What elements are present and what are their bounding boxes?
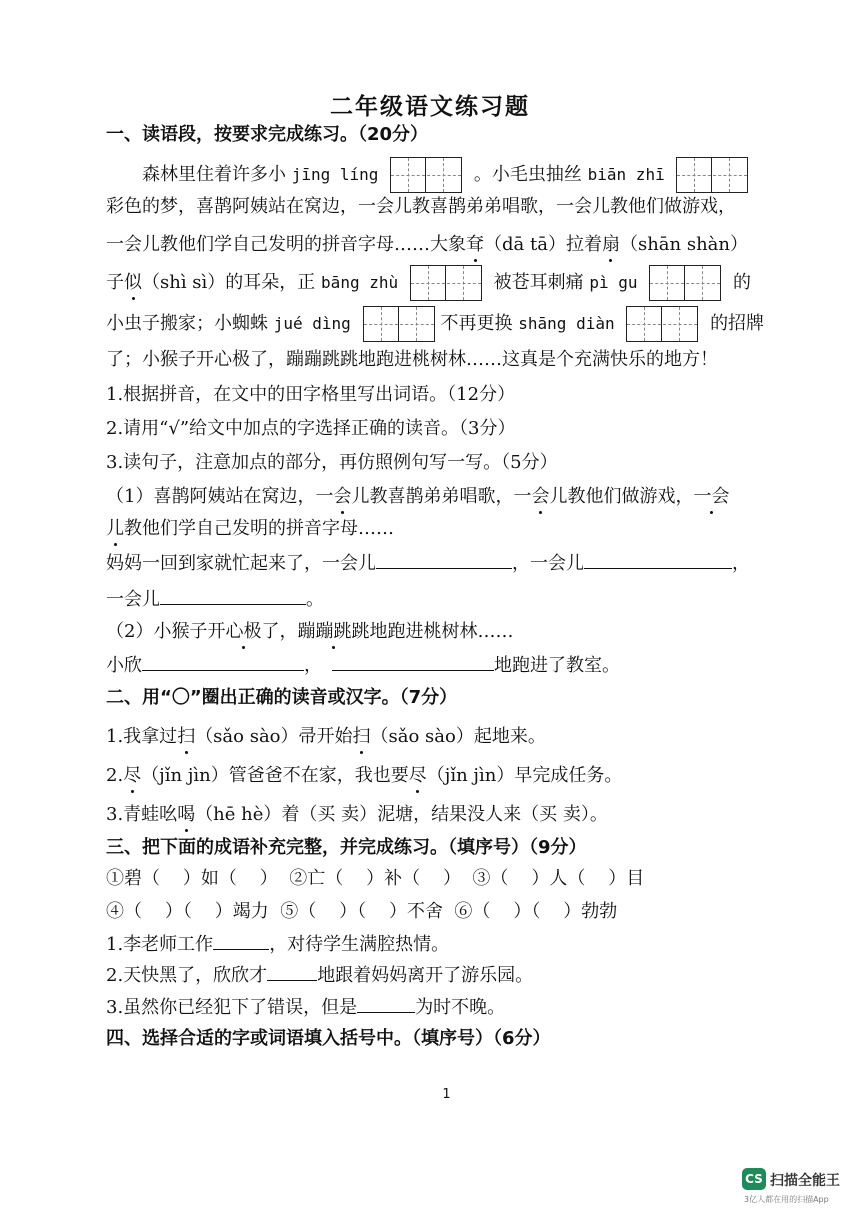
camscanner-logo-icon: CS: [742, 1168, 766, 1190]
watermark-slogan: 3亿人都在用的扫描App: [744, 1195, 829, 1204]
dotted-phrase: 一会儿: [513, 486, 568, 507]
example-1-line-2: 儿教他们学自己发明的拼音字母……: [106, 518, 394, 539]
idiom-row-2: ④（ ）（ ）竭力 ⑤（ ）（ ）不舍 ⑥（ ）（ ）勃勃: [106, 901, 618, 922]
question-1-3: 3.读句子，注意加点的部分，再仿照例句写一写。（5分）: [106, 452, 558, 473]
section-3-sentence-2: 2.天快黑了，欣欣才 地跟着妈妈离开了游乐园。: [106, 962, 786, 989]
dotted-phrase: 一会: [693, 486, 730, 507]
passage-line-1: 森林里住着许多小 jīng líng 。小毛虫抽丝 biān zhī: [106, 155, 792, 195]
answer-blank[interactable]: [213, 931, 269, 950]
section-4-heading: 四、选择合适的字或词语填入括号中。（填序号）（6分）: [106, 1028, 551, 1049]
fill-line-1: 妈妈一回到家就忙起来了，一会儿 ，一会儿 ，: [106, 550, 786, 577]
passage-line-5: 小虫子搬家；小蜘蛛 jué dìng 不再更换 shāng diàn 的招牌: [106, 303, 786, 345]
section-2-line-1: 1.我拿过扫（sǎo sào）帚开始扫（sǎo sào）起地来。: [106, 726, 546, 747]
tianzige-box-4[interactable]: [649, 265, 721, 301]
page-number: 1: [442, 1087, 451, 1102]
scanner-watermark: [742, 1168, 852, 1208]
pinyin-jueding: jué dìng: [273, 314, 351, 333]
dotted-char-si: 似: [124, 272, 142, 293]
pinyin-pigu: pì gu: [589, 273, 638, 292]
answer-blank[interactable]: [584, 550, 732, 569]
pinyin-jingling: jīng líng: [291, 165, 379, 184]
fill-line-3: 小欣 ， 地跑进了教室。: [106, 652, 786, 679]
answer-blank[interactable]: [160, 586, 306, 605]
pinyin-bianzhi: biān zhī: [587, 165, 665, 184]
section-3-heading: 三、把下面的成语补充完整，并完成练习。（填序号）（9分）: [106, 837, 587, 858]
section-2-line-2: 2.尽（jǐn jìn）管爸爸不在家，我也要尽（jǐn jìn）早完成任务。: [106, 765, 623, 786]
dotted-phrase: 一会儿: [315, 486, 370, 507]
example-1-line-1: （1）喜鹊阿姨站在窝边，一会儿教喜鹊弟弟唱歌，一会儿教他们做游戏，一会: [106, 486, 730, 507]
pinyin-bangzhu: bāng zhù: [321, 273, 399, 292]
passage-line-6: 了；小猴子开心极了，蹦蹦跳跳地跑进桃树林……这真是个充满快乐的地方！: [106, 349, 718, 370]
question-1-1: 1.根据拼音，在文中的田字格里写出词语。（12分）: [106, 384, 516, 405]
page-title: 二年级语文练习题: [330, 93, 530, 120]
section-3-sentence-1: 1.李老师工作 ，对待学生满腔热情。: [106, 931, 786, 958]
pinyin-shangdian: shāng diàn: [518, 314, 615, 333]
dotted-phrase: 蹦蹦跳跳: [297, 621, 370, 642]
section-2-heading: 二、用“〇”圈出正确的读音或汉字。（7分）: [106, 687, 458, 708]
tianzige-box-1[interactable]: [390, 157, 462, 193]
answer-blank[interactable]: [142, 652, 304, 671]
answer-blank[interactable]: [376, 550, 512, 569]
example-2-line: （2）小猴子开心极了，蹦蹦跳跳地跑进桃树林……: [106, 621, 514, 642]
passage-line-4: 子似（shì sì）的耳朵，正 bāng zhù 被苍耳刺痛 pì gu 的: [106, 262, 786, 304]
passage-line-2: 彩色的梦，喜鹊阿姨站在窝边，一会儿教喜鹊弟弟唱歌，一会儿教他们做游戏，: [106, 196, 736, 217]
section-1-heading: 一、读语段，按要求完成练习。（20分）: [106, 124, 429, 145]
tianzige-box-2[interactable]: [676, 157, 748, 193]
dotted-phrase: 开心极了: [207, 621, 280, 642]
section-2-line-3: 3.青蛙吆喝（hē hè）着（买 卖）泥塘，结果没人来（买 卖）。: [106, 804, 608, 825]
fill-line-2: 一会儿 。: [106, 586, 786, 613]
tianzige-box-5[interactable]: [363, 306, 435, 342]
answer-blank[interactable]: [357, 994, 415, 1013]
question-1-2: 2.请用“√”给文中加点的字选择正确的读音。（3分）: [106, 418, 516, 439]
answer-blank[interactable]: [267, 962, 317, 981]
dotted-char-da: 耷: [466, 234, 484, 255]
passage-line-3: 一会儿教他们学自己发明的拼音字母……大象耷（dā tā）拉着扇（shān shàn）: [106, 234, 748, 255]
section-3-sentence-3: 3.虽然你已经犯下了错误，但是 为时不晚。: [106, 994, 786, 1021]
tianzige-box-6[interactable]: [626, 306, 698, 342]
idiom-row-1: ①碧（ ）如（ ） ②亡（ ）补（ ） ③（ ）人（ ）目: [106, 868, 645, 889]
watermark-brand: 扫描全能王: [770, 1173, 840, 1189]
tianzige-box-3[interactable]: [410, 265, 482, 301]
dotted-char-shan: 扇: [601, 234, 620, 255]
answer-blank[interactable]: [332, 652, 494, 671]
